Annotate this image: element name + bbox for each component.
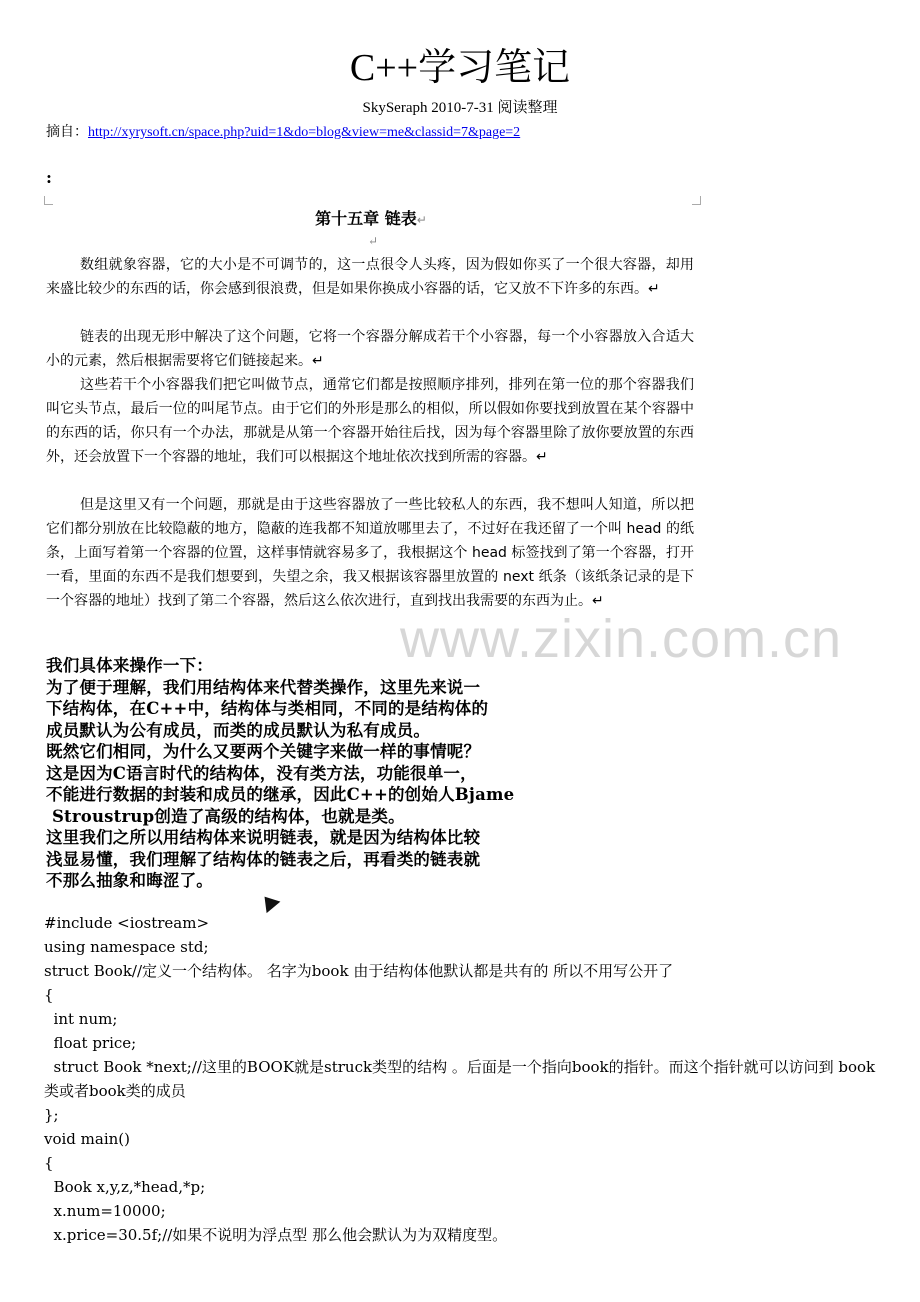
explanation-line: 为了便于理解，我们用结构体来代替类操作，这里先来说一 [46,677,481,697]
explanation-line: 既然它们相同，为什么又要两个关键字来做一样的事情呢？ [46,742,481,761]
code-line: void main() [44,1130,131,1148]
explanation-line: Stroustrup创造了高级的结构体，也就是类。 [46,806,405,826]
chapter-title: 第十五章 链表↵ [315,209,427,228]
explanation-line: 不能进行数据的封装和成员的继承，因此C++的创始人Bjame [46,785,515,804]
chapter-paragraph: 链表的出现无形中解决了这个问题，它将一个容器分解成若干个小容器，每一个小容器放入合适大小的元素，然后根据需要将它们链接起来。↵ [46,329,694,369]
code-line: }; [44,1106,59,1124]
mouse-cursor-icon [258,891,281,913]
explanation-line: 浅显易懂，我们理解了结构体的链表之后，再看类的链表就 [46,849,481,869]
explanation-scan-image [46,655,610,908]
document-title: C++学习笔记 [349,47,571,89]
code-line: Book x,y,z,*head,*p; [44,1178,206,1196]
chapter-scan-image [46,200,696,640]
code-line: using namespace std; [44,938,209,956]
code-line: x.price=30.5f;//如果不说明为浮点型 那么他会默认为为双精度型。 [44,1226,508,1244]
colon-mark: : [46,168,52,187]
code-line: struct Book *next;//这里的BOOK就是struck类型的结构 。后面是一个指向book的指针。而这个指针就可以访问到 book类或者book类的成员 [44,1058,876,1100]
code-line: { [44,1154,54,1172]
code-line: x.num=10000; [44,1202,166,1220]
code-line: float price; [44,1034,137,1052]
explanation-line: 这是因为C语言时代的结构体，没有类方法，功能很单一， [46,763,477,783]
paragraph-mark: ↵ [368,234,379,248]
paragraph-mark: ↵ [416,213,427,227]
code-line: struct Book//定义一个结构体。 名字为book 由于结构体他默认都是共有的 所以不用写公开了 [44,962,674,980]
code-line: #include <iostream> [44,914,210,932]
source-line [46,121,520,141]
source-label: 摘自： [46,125,88,140]
chapter-paragraph: 数组就象容器，它的大小是不可调节的，这一点很令人头疼，因为假如你买了一个很大容器，却用来盛比较少的东西的话，你会感到很浪费，但是如果你换成小容器的话，它又放不下许多的东西。↵ [46,257,694,297]
code-line: { [44,986,54,1004]
chapter-paragraph: 这些若干个小容器我们把它叫做节点，通常它们都是按照顺序排列，排列在第一位的那个容器我们叫它头节点，最后一位的叫尾节点。由于它们的外形是那么的相似，所以假如你要找到放置在某个容器中的东西的话，你只有一个办法，那就是从第一个容器开始往后找，因为每个容器里除了放你要放置的东西外，还会放置下一个容器的地址，我们可以根据这个地址依次找到所需的容器。↵ [46,377,694,465]
code-block [44,911,884,1247]
explanation-line: 这里我们之所以用结构体来说明链表，就是因为结构体比较 [46,828,481,847]
watermark: www.zixin.com.cn [400,609,843,669]
source-link[interactable]: http://xyrysoft.cn/space.php?uid=1&do=blog&view=me&classid=7&page=2 [88,125,521,140]
author-date-line: SkySeraph 2010-7-31 阅读整理 [362,100,558,116]
chapter-paragraph: 但是这里又有一个问题，那就是由于这些容器放了一些比较私人的东西，我不想叫人知道，所以把它们都分别放在比较隐蔽的地方，隐蔽的连我都不知道放哪里去了，不过好在我还留了一个叫 head 的纸条，上面写着第一个容器的位置，这样事情就容易多了，我根据这个 head 标签找到了第一个容器，打开一看，里面的东西不是我们想要到，失望之余，我又根据该容器里放置的 next 纸条（该纸条记录的是下一个容器的地址）找到了第二个容器，然后这么依次进行，直到找出我需要的东西为止。↵ [46,497,694,609]
explanation-line: 我们具体来操作一下： [46,656,213,675]
explanation-line: 成员默认为公有成员，而类的成员默认为私有成员。 [46,720,431,740]
explanation-line: 不那么抽象和晦涩了。 [46,871,213,890]
code-line: int num; [44,1010,118,1028]
explanation-line: 下结构体，在C++中，结构体与类相同，不同的是结构体的 [46,699,489,718]
